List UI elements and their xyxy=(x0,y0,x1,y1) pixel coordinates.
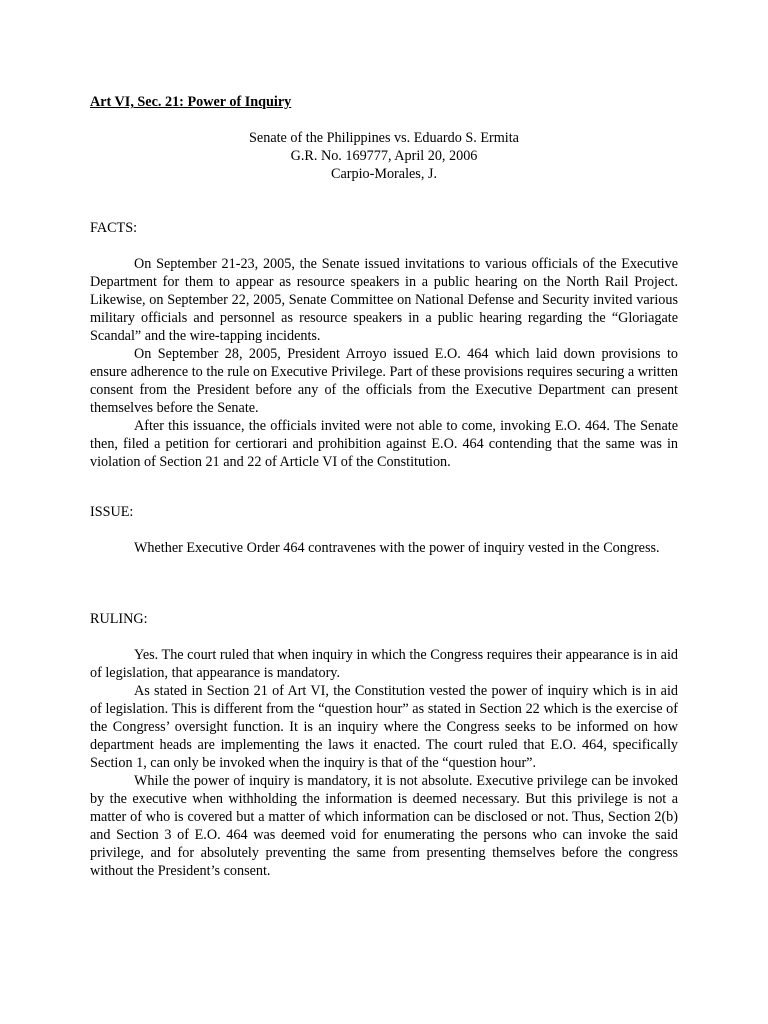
issue-paragraph: Whether Executive Order 464 contravenes with the power of inquiry vested in the Congress. xyxy=(134,540,660,556)
facts-paragraph: On September 21-23, 2005, the Senate issued invitations to various officials of the Executive Department for them to appear as resource speakers in a public hearing on the North Rail Project. Likewise, on September 22, 2005, Senate Committee on National Defense and Security invited various military officials and personnel as resource speakers in a public hearing regarding the “Gloriagate Scandal” and the wire-tapping incidents. xyxy=(90,256,678,344)
case-info xyxy=(90,129,678,183)
case-number: G.R. No. 169777, April 20, 2006 xyxy=(290,148,478,164)
ruling-paragraph: Yes. The court ruled that when inquiry in which the Congress requires their appearance is in aid of legislation, that appearance is mandatory. xyxy=(90,647,678,681)
issue-heading: ISSUE: xyxy=(90,504,134,520)
ruling-section xyxy=(90,646,678,880)
issue-section xyxy=(90,539,678,557)
facts-section xyxy=(90,255,678,471)
facts-paragraph: After this issuance, the officials invited were not able to come, invoking E.O. 464. The Senate then, filed a petition for certiorari and prohibition against E.O. 464 contending that the same was in violation of Section 21 and 22 of Article VI of the Constitution. xyxy=(90,418,678,470)
case-ponente: Carpio-Morales, J. xyxy=(331,166,437,182)
ruling-paragraph: While the power of inquiry is mandatory, it is not absolute. Executive privilege can be invoked by the executive when withholding the information is deemed necessary. But this privilege is not a matter of who is covered but a matter of which information can be disclosed or not. Thus, Section 2(b) and Section 3 of E.O. 464 was deemed void for enumerating the persons who can invoke the said privilege, and for absolutely preventing the same from presenting themselves before the congress without the President’s consent. xyxy=(90,773,678,879)
document-title: Art VI, Sec. 21: Power of Inquiry xyxy=(90,94,292,110)
ruling-heading: RULING: xyxy=(90,611,148,627)
case-name: Senate of the Philippines vs. Eduardo S. Ermita xyxy=(249,130,519,146)
ruling-paragraph: As stated in Section 21 of Art VI, the Constitution vested the power of inquiry which is in aid of legislation. This is different from the “question hour” as stated in Section 22 which is the exercise of the Congress’ oversight function. It is an inquiry where the Congress seeks to be informed on how department heads are implementing the laws it enacted. The court ruled that E.O. 464, specifically Section 1, can only be invoked when the inquiry is that of the “question hour”. xyxy=(90,683,678,771)
facts-paragraph: On September 28, 2005, President Arroyo issued E.O. 464 which laid down provisions to ensure adherence to the rule on Executive Privilege. Part of these provisions requires securing a written consent from the President before any of the officials from the Executive Department can present themselves before the Senate. xyxy=(90,346,678,416)
facts-heading: FACTS: xyxy=(90,220,138,236)
